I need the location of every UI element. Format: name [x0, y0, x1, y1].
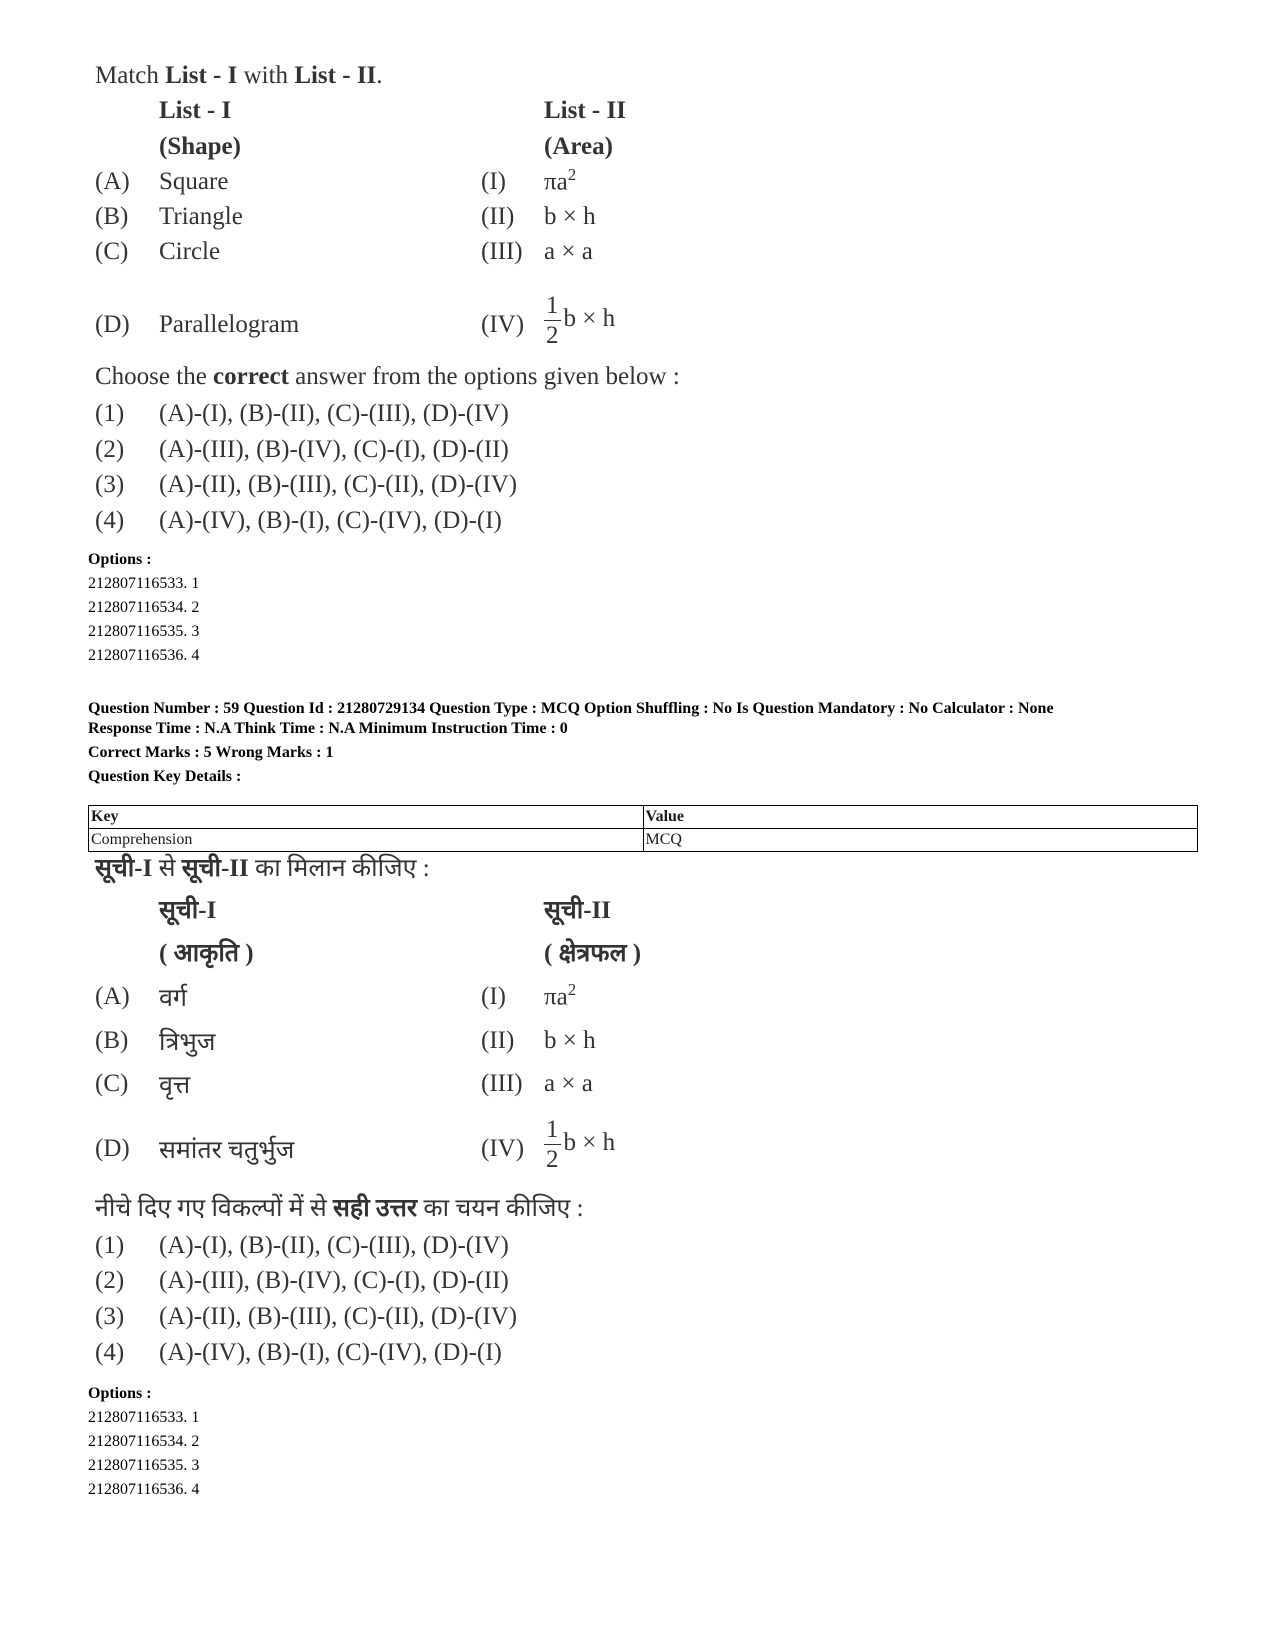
marks-line: Correct Marks : 5 Wrong Marks : 1	[88, 744, 334, 761]
options-label: Options :	[88, 1385, 152, 1402]
list2-heading: List - II	[544, 97, 626, 124]
question-title: Match List - I with List - II.	[95, 62, 383, 89]
table-header-cell: Value	[643, 806, 1198, 829]
table-row	[89, 829, 1198, 852]
table-header-row	[89, 806, 1198, 829]
list1-heading-hindi: सूची-I	[159, 897, 217, 924]
option-item: 212807116536. 4	[88, 647, 200, 664]
list1-subheading-hindi: ( आकृति )	[159, 940, 254, 967]
key-details-label: Question Key Details :	[88, 768, 242, 785]
fraction-area: $\frac{1}{2}$ b × h	[546, 292, 616, 349]
list2-subheading: (Area)	[544, 133, 613, 160]
list2-subheading-hindi: ( क्षेत्रफल )	[544, 940, 642, 967]
fraction-area: $\frac{1}{2}$ b × h	[546, 1116, 616, 1173]
list2-heading-hindi: सूची-II	[544, 897, 612, 924]
table-cell: Comprehension	[89, 829, 644, 852]
choose-instruction-hindi: नीचे दिए गए विकल्पों में से सही उत्तर का चयन कीजिए :	[95, 1195, 584, 1222]
question-meta-line2: Response Time : N.A Think Time : N.A Minimum Instruction Time : 0	[88, 720, 568, 737]
key-value-table	[88, 805, 1198, 852]
option-item: 212807116533. 1	[88, 575, 200, 592]
option-item: 212807116536. 4	[88, 1481, 200, 1498]
option-item: 212807116535. 3	[88, 623, 200, 640]
option-item: 212807116534. 2	[88, 599, 200, 616]
option-item: 212807116533. 1	[88, 1409, 200, 1426]
options-label: Options :	[88, 551, 152, 568]
question-meta-line1: Question Number : 59 Question Id : 21280729134 Question Type : MCQ Option Shuffling : No Is Question Mandatory : No Calculator : None	[88, 700, 1054, 717]
option-item: 212807116534. 2	[88, 1433, 200, 1450]
table-cell: MCQ	[643, 829, 1198, 852]
choose-instruction: Choose the correct answer from the options given below :	[95, 363, 680, 390]
table-header-cell: Key	[89, 806, 644, 829]
list1-subheading: (Shape)	[159, 133, 241, 160]
question-title-hindi: सूची-I से सूची-II का मिलान कीजिए :	[95, 855, 430, 882]
option-item: 212807116535. 3	[88, 1457, 200, 1474]
list1-heading: List - I	[159, 97, 232, 124]
